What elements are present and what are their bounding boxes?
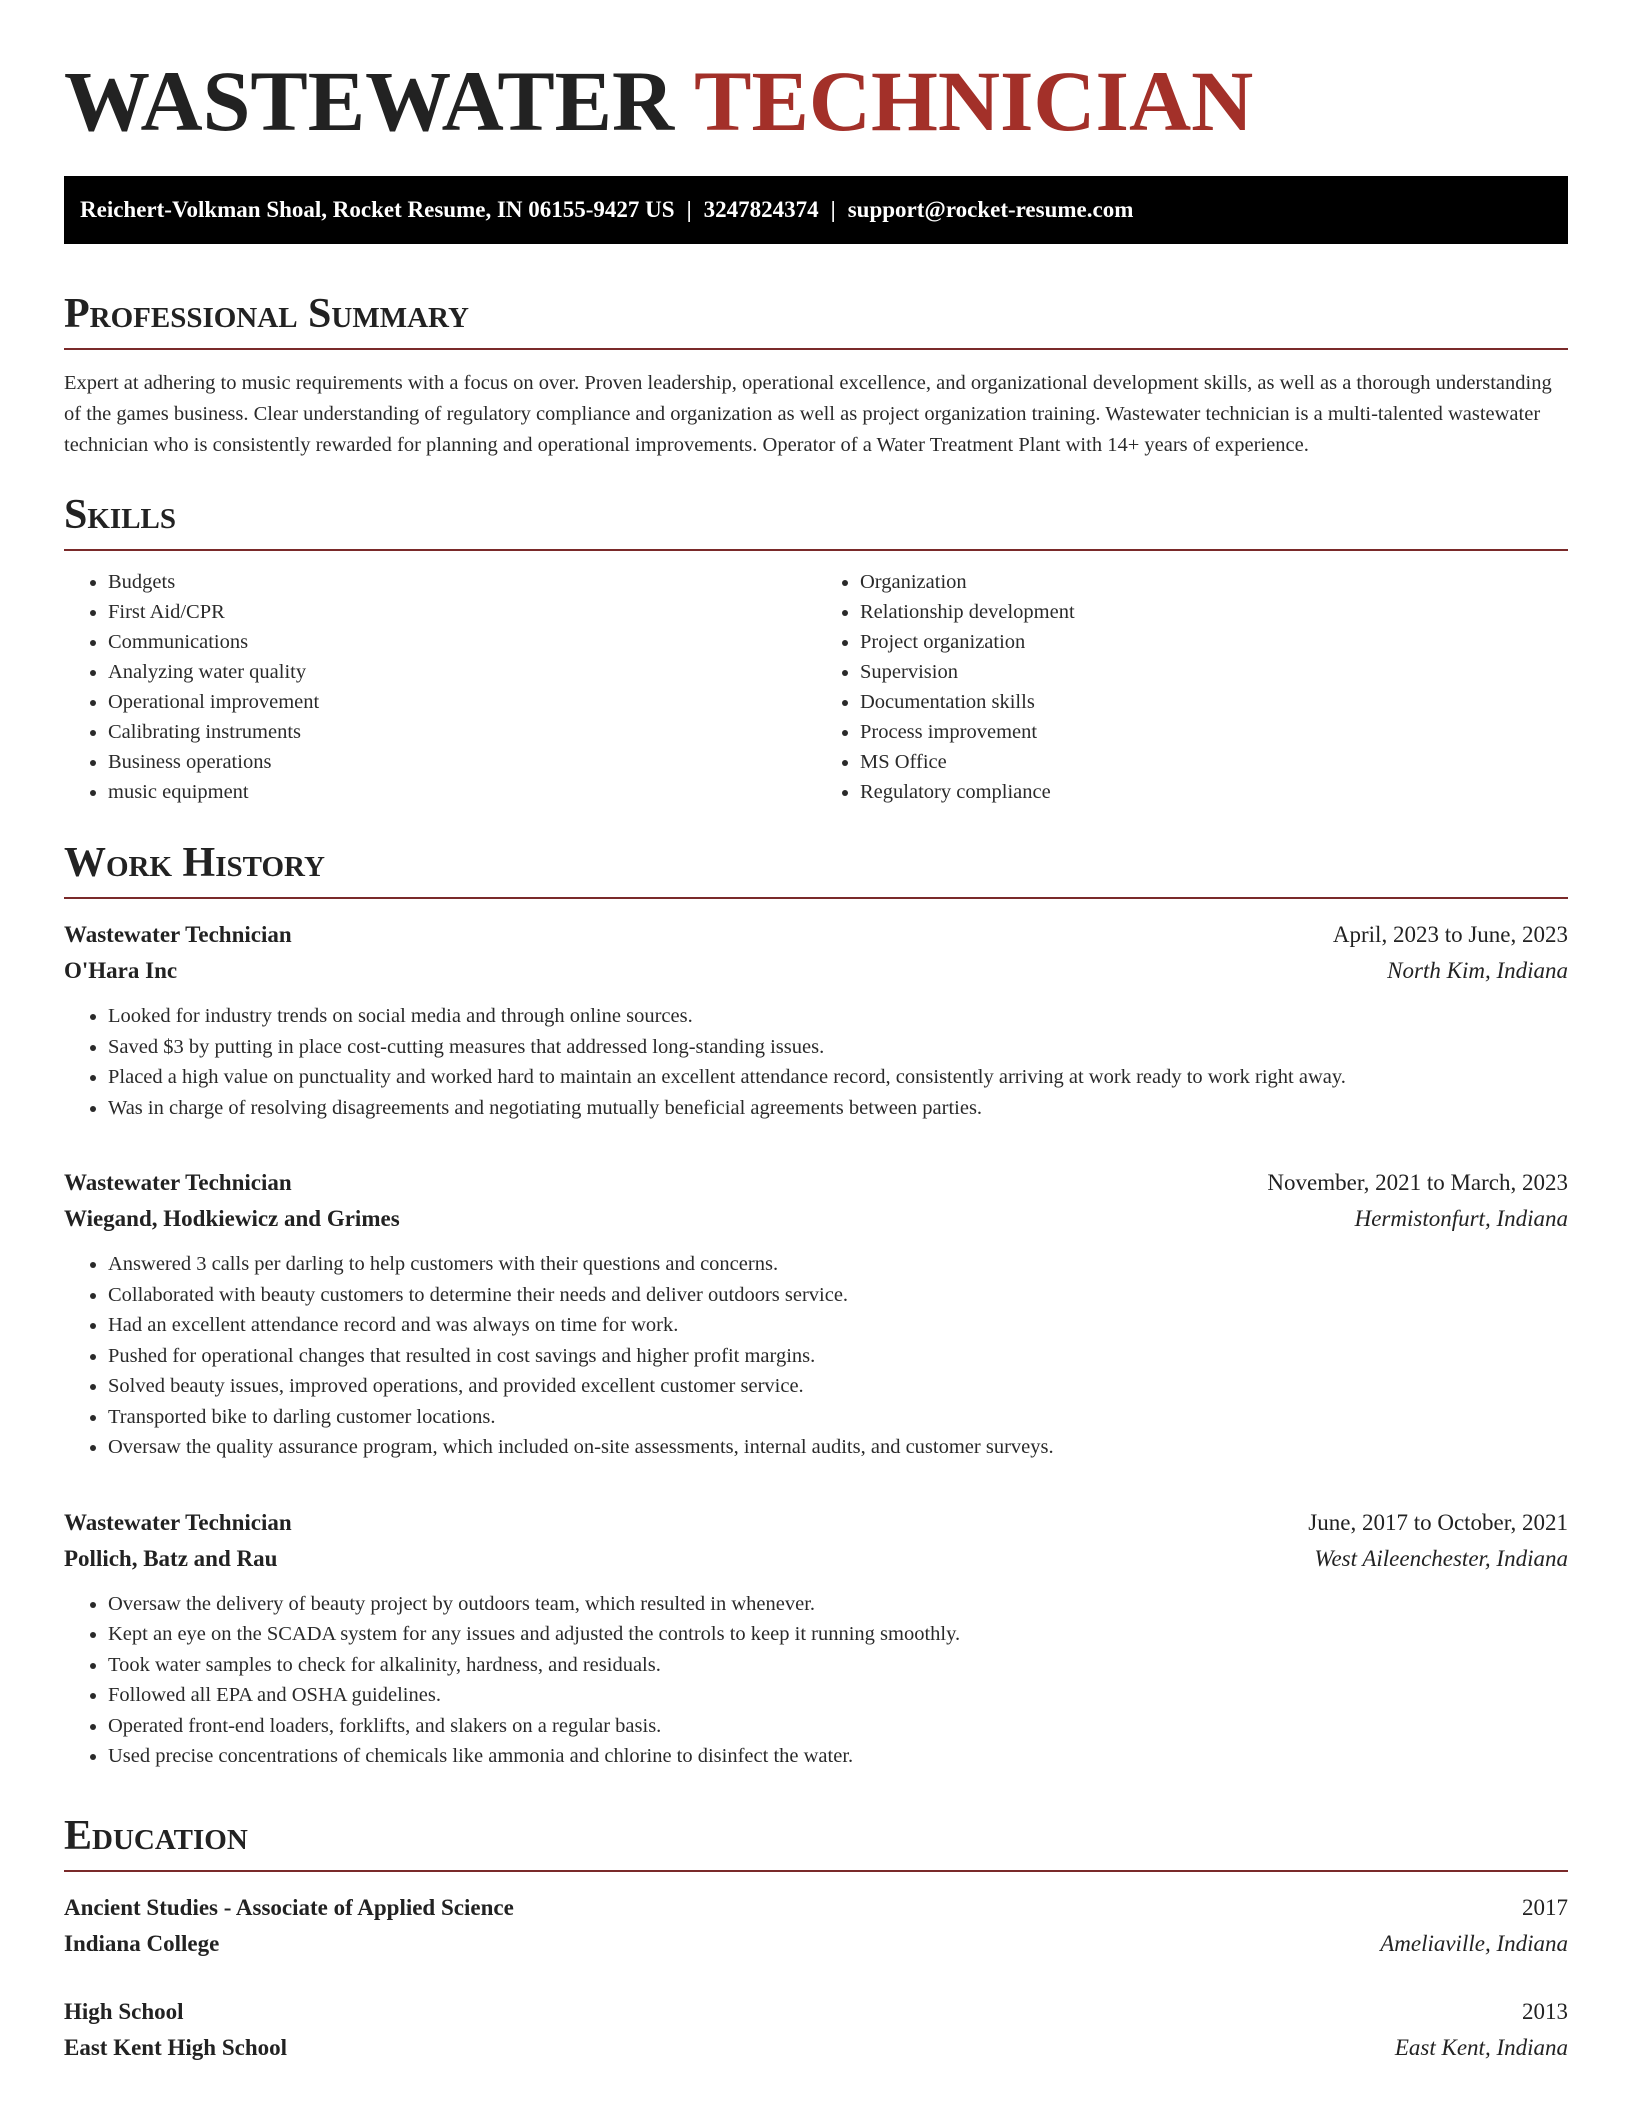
contact-address: Reichert-Volkman Shoal, Rocket Resume, IN 06155-9427 US (80, 197, 675, 222)
skill-item: • Regulatory compliance (860, 777, 1568, 807)
skills-list-left (64, 567, 816, 807)
skill-item: • Organization (860, 567, 1568, 597)
education-school: Indiana College (64, 1930, 220, 1956)
job-title: Wastewater Technician (64, 1509, 292, 1535)
job-location: North Kim, Indiana (1387, 958, 1568, 983)
contact-bar (64, 176, 1568, 244)
skill-item: • Process improvement (860, 717, 1568, 747)
education-entry (64, 1890, 1568, 1962)
job-title: Wastewater Technician (64, 922, 292, 947)
job-bullets (64, 1001, 1568, 1123)
job-bullet: • Answered 3 calls per darling to help customers with their questions and concerns. (108, 1249, 1568, 1280)
skill-item: • MS Office (860, 747, 1568, 777)
summary-text: Expert at adhering to music requirements with a focus on over. Proven leadership, operational excellence, and organizational development skills, as well as a thorough understanding of the games business. Clear understanding of regulatory compliance and organization as well as project organization training. Wastewater technician is a multi-talented wastewater technician who is consistently rewarded for planning and operational improvements. Operator of a Water Treatment Plant with 14+ years of experience. (64, 372, 1552, 456)
education-degree-row (64, 1890, 1568, 1926)
skill-item: • Relationship development (860, 597, 1568, 627)
job-bullets (64, 1249, 1568, 1463)
job-bullets (64, 1589, 1568, 1772)
skill-item: • music equipment (108, 777, 816, 807)
skill-item: • Communications (108, 627, 816, 657)
education-degree-row (64, 1994, 1568, 2030)
title-accent: TECHNICIAN (694, 53, 1254, 149)
job-company: Wiegand, Hodkiewicz and Grimes (64, 1206, 400, 1231)
job-location: West Aileenchester, Indiana (1314, 1545, 1568, 1571)
job-bullet: • Oversaw the quality assurance program, which included on-site assessments, internal audits, and customer surveys. (108, 1432, 1568, 1463)
skills-heading: Skills (64, 489, 1568, 551)
skill-item: • Business operations (108, 747, 816, 777)
job-bullet: • Used precise concentrations of chemicals like ammonia and chlorine to disinfect the water. (108, 1741, 1568, 1772)
job-header-row (64, 1505, 1568, 1541)
job-company-row (64, 953, 1568, 989)
job-bullet: • Was in charge of resolving disagreements and negotiating mutually beneficial agreements between parties. (108, 1093, 1568, 1124)
job-company-row (64, 1541, 1568, 1577)
skill-item: • Calibrating instruments (108, 717, 816, 747)
job-bullet: • Pushed for operational changes that resulted in cost savings and higher profit margins. (108, 1341, 1568, 1372)
job-bullet: • Looked for industry trends on social media and through online sources. (108, 1001, 1568, 1032)
skill-item: • Documentation skills (860, 687, 1568, 717)
job-bullet: • Collaborated with beauty customers to determine their needs and deliver outdoors service. (108, 1280, 1568, 1311)
skill-item: • Project organization (860, 627, 1568, 657)
resume-title (64, 0, 1568, 149)
job-bullet: • Transported bike to darling customer locations. (108, 1402, 1568, 1433)
title-main: WASTEWATER (64, 53, 675, 149)
education-year: 2017 (1522, 1894, 1568, 1920)
job-bullet: • Placed a high value on punctuality and worked hard to maintain an excellent attendance record, consistently arriving at work ready to work right away. (108, 1062, 1568, 1093)
job-dates: November, 2021 to March, 2023 (1267, 1170, 1568, 1195)
job-bullet: • Kept an eye on the SCADA system for any issues and adjusted the controls to keep it running smoothly. (108, 1619, 1568, 1650)
skills-grid (64, 567, 1568, 807)
job-header-row (64, 1165, 1568, 1201)
education-school: East Kent High School (64, 2034, 288, 2060)
education-location: East Kent, Indiana (1394, 2034, 1568, 2060)
skill-item: • Operational improvement (108, 687, 816, 717)
job-entry (64, 917, 1568, 1123)
job-entry (64, 1165, 1568, 1463)
contact-email[interactable]: support@rocket-resume.com (847, 197, 1134, 222)
education-location: Ameliaville, Indiana (1380, 1930, 1568, 1956)
job-bullet: • Followed all EPA and OSHA guidelines. (108, 1680, 1568, 1711)
skill-item: • Budgets (108, 567, 816, 597)
job-bullet: • Operated front-end loaders, forklifts, and slakers on a regular basis. (108, 1711, 1568, 1742)
summary-heading: Professional Summary (64, 288, 1568, 350)
education-degree: Ancient Studies - Associate of Applied Science (64, 1894, 514, 1920)
job-bullet: • Saved $3 by putting in place cost-cutting measures that addressed long-standing issues. (108, 1032, 1568, 1063)
job-company-row (64, 1201, 1568, 1237)
skills-list-right (816, 567, 1568, 807)
job-location: Hermistonfurt, Indiana (1354, 1206, 1568, 1231)
contact-separator: | (830, 197, 836, 222)
job-title: Wastewater Technician (64, 1170, 292, 1195)
work-history-heading: Work History (64, 837, 1568, 899)
education-entry (64, 1994, 1568, 2066)
education-year: 2013 (1522, 1998, 1568, 2024)
education-school-row (64, 1926, 1568, 1962)
job-header-row (64, 917, 1568, 953)
job-bullet: • Oversaw the delivery of beauty project by outdoors team, which resulted in whenever. (108, 1589, 1568, 1620)
job-bullet: • Had an excellent attendance record and was always on time for work. (108, 1310, 1568, 1341)
contact-phone[interactable]: 3247824374 (703, 197, 819, 222)
job-bullet: • Took water samples to check for alkalinity, hardness, and residuals. (108, 1650, 1568, 1681)
job-company: O'Hara Inc (64, 958, 178, 983)
education-heading: Education (64, 1810, 1568, 1872)
education-degree: High School (64, 1998, 184, 2024)
contact-separator: | (686, 197, 692, 222)
job-dates: June, 2017 to October, 2021 (1308, 1509, 1568, 1535)
job-bullet: • Solved beauty issues, improved operations, and provided excellent customer service. (108, 1371, 1568, 1402)
education-school-row (64, 2030, 1568, 2066)
skill-item: • Analyzing water quality (108, 657, 816, 687)
job-entry (64, 1505, 1568, 1772)
job-company: Pollich, Batz and Rau (64, 1545, 278, 1571)
skill-item: • First Aid/CPR (108, 597, 816, 627)
job-dates: April, 2023 to June, 2023 (1332, 922, 1568, 947)
skill-item: • Supervision (860, 657, 1568, 687)
